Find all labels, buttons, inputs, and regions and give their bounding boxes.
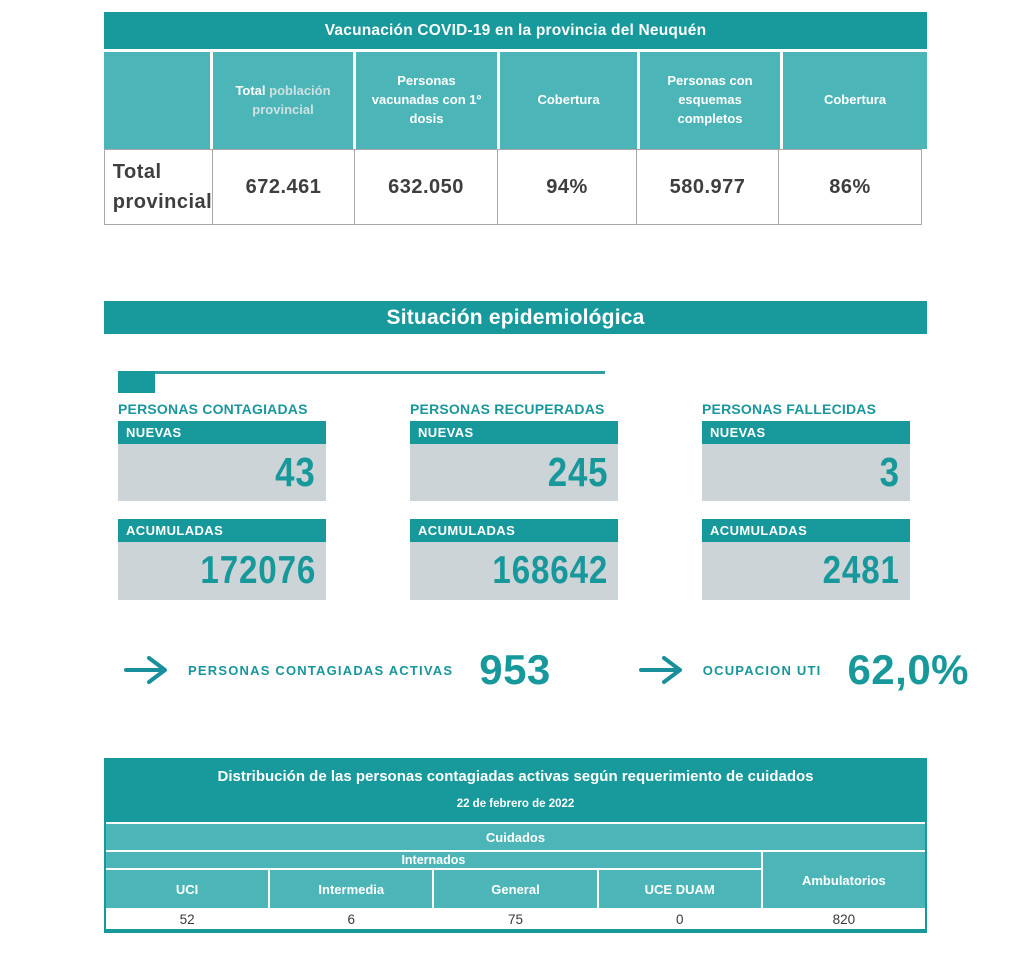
- epidemiology-stats: [104, 401, 927, 600]
- indicator-value: 953: [479, 646, 551, 693]
- decorative-square: [118, 371, 155, 393]
- indicator-row: [104, 646, 970, 694]
- nuevas-value: 43: [275, 449, 316, 495]
- value-uce-duam: 0: [599, 910, 761, 929]
- value-cobertura-1dosis: 94%: [497, 149, 637, 225]
- group-header-cuidados: Cuidados: [106, 824, 925, 850]
- acumuladas-card: [410, 519, 618, 600]
- stat-group-fallecidas: [702, 401, 910, 600]
- column-header-uce-duam: UCE DUAM: [599, 870, 761, 908]
- value-total-poblacion: 672.461: [212, 149, 355, 225]
- acumuladas-value: 172076: [200, 549, 316, 592]
- nuevas-value-box: [702, 444, 910, 501]
- nuevas-value-box: [118, 444, 326, 501]
- indicator-ocupacion-uti: [639, 646, 969, 694]
- nuevas-bar-label: NUEVAS: [410, 421, 618, 444]
- indicator-label: OCUPACION UTI: [702, 662, 822, 678]
- column-header-uci: UCI: [106, 870, 268, 908]
- acumuladas-value-box: [702, 542, 910, 600]
- distribution-table-title: Distribución de las personas contagiadas activas según requerimiento de cuidados: [217, 768, 814, 785]
- header-cell-total-poblacion: [213, 52, 353, 149]
- acumuladas-card: [702, 519, 910, 600]
- nuevas-card: [118, 421, 326, 501]
- value-ambulatorios: 820: [763, 910, 925, 929]
- nuevas-value-box: [410, 444, 618, 501]
- distribution-table-banner: [106, 760, 925, 822]
- value-cobertura-completos: 86%: [778, 149, 922, 225]
- header-cell-vacunadas-1dosis: Personas vacunadas con 1º dosis: [356, 52, 497, 149]
- value-esquemas-completos: 580.977: [636, 149, 779, 225]
- vaccination-table-header-row: [104, 52, 927, 149]
- distribution-table-date: 22 de febrero de 2022: [456, 798, 575, 810]
- stat-group-contagiadas: [118, 401, 326, 600]
- nuevas-card: [410, 421, 618, 501]
- value-general: 75: [434, 910, 596, 929]
- acumuladas-card: [118, 519, 326, 600]
- column-header-intermedia: Intermedia: [270, 870, 432, 908]
- acumuladas-value-box: [118, 542, 326, 600]
- stat-group-label: PERSONAS FALLECIDAS: [702, 401, 877, 417]
- right-arrow-icon: [124, 654, 170, 686]
- acumuladas-value: 2481: [822, 549, 900, 592]
- report-page: [104, 0, 970, 933]
- value-intermedia: 6: [270, 910, 432, 929]
- value-vacunadas-1dosis: 632.050: [354, 149, 498, 225]
- indicator-label: PERSONAS CONTAGIADAS ACTIVAS: [188, 662, 454, 678]
- header-cell-empty: [104, 52, 210, 149]
- column-header-general: General: [434, 870, 596, 908]
- subgroup-header-internados: Internados: [106, 852, 761, 868]
- nuevas-bar-label: NUEVAS: [702, 421, 910, 444]
- distribution-table: [104, 758, 927, 933]
- acumuladas-bar-label: ACUMULADAS: [702, 519, 910, 542]
- acumuladas-bar-label: ACUMULADAS: [118, 519, 326, 542]
- nuevas-value: 245: [547, 449, 608, 495]
- indicator-value: 62,0%: [847, 646, 970, 693]
- decorative-divider: [104, 371, 927, 393]
- column-header-ambulatorios: Ambulatorios: [763, 852, 925, 908]
- vaccination-table-title: Vacunación COVID-19 en la provincia del Neuquén: [104, 12, 927, 49]
- nuevas-value: 3: [879, 449, 900, 495]
- acumuladas-bar-label: ACUMULADAS: [410, 519, 618, 542]
- decorative-line: [155, 371, 605, 374]
- vaccination-table-data-row: [104, 149, 927, 225]
- nuevas-card: [702, 421, 910, 501]
- nuevas-bar-label: NUEVAS: [118, 421, 326, 444]
- epidemiology-banner: Situación epidemiológica: [104, 301, 927, 334]
- acumuladas-value: 168642: [492, 549, 608, 592]
- indicator-contagiadas-activas: [124, 646, 551, 694]
- stat-group-label: PERSONAS CONTAGIADAS: [118, 401, 308, 417]
- value-uci: 52: [106, 910, 268, 929]
- header-cell-cobertura-2: Cobertura: [783, 52, 927, 149]
- vaccination-table: [104, 12, 927, 225]
- header-cell-esquemas-completos: Personas con esquemas completos: [640, 52, 780, 149]
- header-cell-cobertura-1: Cobertura: [500, 52, 637, 149]
- stat-group-recuperadas: [410, 401, 618, 600]
- acumuladas-value-box: [410, 542, 618, 600]
- stat-group-label: PERSONAS RECUPERADAS: [410, 401, 605, 417]
- right-arrow-icon: [639, 654, 685, 686]
- header-total-bold: Total: [235, 82, 266, 98]
- row-label-total-provincial: Total provincial: [104, 149, 213, 225]
- header-total-rest: población provincial: [252, 82, 331, 117]
- distribution-table-grid: [106, 822, 925, 929]
